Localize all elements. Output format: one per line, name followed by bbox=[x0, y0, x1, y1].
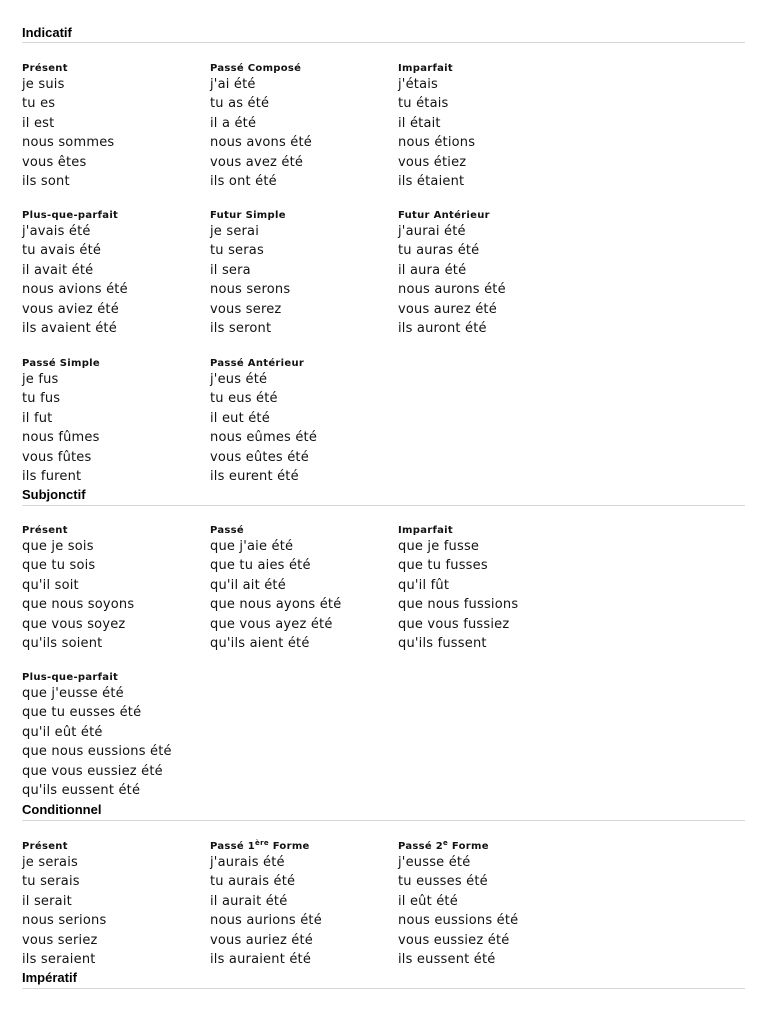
conjugation-form: il était bbox=[398, 115, 441, 131]
conjugation-form: vous étiez bbox=[398, 154, 467, 170]
tense-title: Plus-que-parfait bbox=[22, 210, 119, 221]
tense-indicatif-plus-que-parfait bbox=[22, 210, 207, 338]
mood-title-indicatif: Indicatif bbox=[22, 25, 72, 40]
tense-conditionnel-passe-1 bbox=[210, 841, 395, 969]
tense-title-superscript: e bbox=[443, 839, 449, 847]
conjugation-form: tu eus été bbox=[210, 391, 278, 407]
tense-indicatif-passe-anterieur bbox=[210, 358, 395, 486]
conjugation-form: qu'il ait été bbox=[210, 577, 286, 593]
tense-subjonctif-imparfait bbox=[398, 525, 583, 653]
tense-title: Présent bbox=[22, 525, 68, 536]
conjugation-form: ils étaient bbox=[398, 173, 465, 189]
conjugation-form: qu'ils soient bbox=[22, 635, 103, 651]
conjugation-form: nous étions bbox=[398, 135, 476, 151]
conjugation-form: nous eûmes été bbox=[210, 430, 318, 446]
tense-title: Passé bbox=[210, 525, 244, 536]
tense-title: Futur Antérieur bbox=[398, 210, 490, 221]
conjugation-form: ils auront été bbox=[398, 320, 487, 336]
mood-title-imperatif: Impératif bbox=[22, 970, 77, 985]
conjugation-list bbox=[210, 537, 395, 653]
conjugation-list bbox=[22, 853, 207, 969]
tense-indicatif-passe-compose bbox=[210, 63, 395, 191]
conjugation-form: que vous soyez bbox=[22, 616, 126, 632]
tense-indicatif-imparfait bbox=[398, 63, 583, 191]
tense-title-prefix: Passé 2 bbox=[398, 841, 444, 852]
conjugation-list bbox=[22, 370, 207, 486]
conjugation-form: vous auriez été bbox=[210, 932, 314, 948]
tense-conditionnel-passe-2 bbox=[398, 841, 583, 969]
tense-title: Imparfait bbox=[398, 525, 453, 536]
tense-subjonctif-present bbox=[22, 525, 207, 653]
conjugation-list bbox=[22, 222, 207, 338]
conjugation-form: vous eûtes été bbox=[210, 449, 309, 465]
conjugation-list bbox=[210, 75, 395, 191]
conjugation-form: nous avons été bbox=[210, 135, 312, 151]
conjugation-list bbox=[22, 684, 207, 800]
conjugation-form: ils sont bbox=[22, 173, 70, 189]
conjugation-form: nous eussions été bbox=[398, 913, 519, 929]
conjugation-form: que j'eusse été bbox=[22, 686, 124, 701]
conjugation-form: il est bbox=[22, 115, 55, 131]
tense-title: Futur Simple bbox=[210, 210, 286, 221]
conjugation-form: je serais bbox=[22, 855, 79, 870]
conjugation-form: il fut bbox=[22, 410, 53, 426]
conjugation-form: ils avaient été bbox=[22, 320, 117, 336]
tense-title: Passé Simple bbox=[22, 358, 100, 369]
conjugation-form: il aura été bbox=[398, 262, 467, 278]
conjugation-form: que nous fussions bbox=[398, 597, 519, 613]
tense-title: Passé Antérieur bbox=[210, 358, 305, 369]
tense-title bbox=[398, 841, 583, 853]
conjugation-form: que j'aie été bbox=[210, 539, 294, 554]
tense-title-prefix: Passé 1 bbox=[210, 841, 256, 852]
conjugation-form: vous êtes bbox=[22, 154, 87, 170]
conjugation-form: il eut été bbox=[210, 410, 270, 426]
conjugation-form: j'ai été bbox=[210, 77, 256, 92]
section-divider bbox=[22, 505, 745, 506]
conjugation-form: tu étais bbox=[398, 96, 449, 112]
section-divider bbox=[22, 42, 745, 43]
tense-title: Imparfait bbox=[398, 63, 453, 74]
conjugation-list bbox=[398, 537, 583, 653]
conjugation-form: que vous ayez été bbox=[210, 616, 333, 632]
section-divider bbox=[22, 988, 745, 989]
conjugation-form: nous fûmes bbox=[22, 430, 100, 446]
tense-indicatif-passe-simple bbox=[22, 358, 207, 486]
conjugation-form: qu'ils fussent bbox=[398, 635, 487, 651]
tense-subjonctif-passe bbox=[210, 525, 395, 653]
conjugation-form: vous eussiez été bbox=[398, 932, 510, 948]
conjugation-form: ils seront bbox=[210, 320, 272, 336]
conjugation-form: tu seras bbox=[210, 243, 264, 259]
conjugation-list bbox=[398, 853, 583, 969]
tense-indicatif-futur-anterieur bbox=[398, 210, 583, 338]
tense-subjonctif-plus-que-parfait bbox=[22, 672, 207, 800]
conjugation-form: tu aurais été bbox=[210, 874, 296, 890]
tense-title-superscript: ère bbox=[255, 839, 269, 847]
tense-title bbox=[210, 841, 395, 853]
conjugation-form: tu fus bbox=[22, 391, 61, 407]
conjugation-form: il aurait été bbox=[210, 893, 288, 909]
conjugation-form: que vous fussiez bbox=[398, 616, 510, 632]
conjugation-list bbox=[398, 75, 583, 191]
conjugation-list bbox=[210, 222, 395, 338]
conjugation-form: vous avez été bbox=[210, 154, 304, 170]
conjugation-form: vous aurez été bbox=[398, 301, 497, 317]
conjugation-form: que tu eusses été bbox=[22, 705, 142, 721]
conjugation-form: qu'ils aient été bbox=[210, 635, 310, 651]
conjugation-form: qu'il fût bbox=[398, 577, 450, 593]
tense-title: Présent bbox=[22, 841, 68, 852]
conjugation-form: qu'ils eussent été bbox=[22, 782, 141, 798]
conjugation-form: ils seraient bbox=[22, 951, 96, 967]
conjugation-form: tu avais été bbox=[22, 243, 102, 259]
conjugation-form: que vous eussiez été bbox=[22, 763, 163, 779]
conjugation-form: tu eusses été bbox=[398, 874, 488, 890]
conjugation-form: ils furent bbox=[22, 468, 82, 484]
conjugation-form: qu'il eût été bbox=[22, 724, 103, 740]
conjugation-form: que tu fusses bbox=[398, 558, 488, 574]
conjugation-form: nous aurons été bbox=[398, 282, 506, 298]
conjugation-form: il a été bbox=[210, 115, 257, 131]
conjugation-form: nous aurions été bbox=[210, 913, 322, 929]
mood-title-conditionnel: Conditionnel bbox=[22, 802, 102, 817]
conjugation-form: il eût été bbox=[398, 893, 458, 909]
conjugation-form: il serait bbox=[22, 893, 72, 909]
conjugation-list bbox=[22, 75, 207, 191]
conjugation-form: que tu sois bbox=[22, 558, 96, 574]
mood-title-subjonctif: Subjonctif bbox=[22, 487, 86, 502]
tense-title-suffix: Forme bbox=[448, 841, 489, 852]
conjugation-form: tu auras été bbox=[398, 243, 480, 259]
tense-title-suffix: Forme bbox=[268, 841, 310, 852]
conjugation-form: vous fûtes bbox=[22, 449, 92, 465]
conjugation-form: j'aurai été bbox=[398, 224, 466, 239]
conjugation-form: nous serons bbox=[210, 282, 291, 298]
tense-indicatif-present bbox=[22, 63, 207, 191]
conjugation-form: tu serais bbox=[22, 874, 80, 890]
conjugation-form: tu as été bbox=[210, 96, 270, 112]
conjugation-form: vous seriez bbox=[22, 932, 98, 948]
conjugation-form: nous sommes bbox=[22, 135, 115, 151]
tense-title: Plus-que-parfait bbox=[22, 672, 119, 683]
conjugation-form: que nous ayons été bbox=[210, 597, 342, 613]
conjugation-form: j'aurais été bbox=[210, 855, 285, 870]
conjugation-form: vous aviez été bbox=[22, 301, 119, 317]
conjugation-form: ils eurent été bbox=[210, 468, 299, 484]
conjugation-list bbox=[398, 222, 583, 338]
tense-title: Passé Composé bbox=[210, 63, 302, 74]
conjugation-form: que nous eussions été bbox=[22, 744, 172, 760]
conjugation-form: tu es bbox=[22, 96, 56, 112]
conjugation-form: ils eussent été bbox=[398, 951, 496, 967]
conjugation-form: il avait été bbox=[22, 262, 94, 278]
conjugation-form: ils ont été bbox=[210, 173, 277, 189]
conjugation-form: j'eus été bbox=[210, 372, 268, 387]
tense-indicatif-futur-simple bbox=[210, 210, 395, 338]
conjugation-form: que je fusse bbox=[398, 539, 480, 554]
conjugation-form: j'eusse été bbox=[398, 855, 471, 870]
conjugation-form: je suis bbox=[22, 77, 65, 92]
conjugation-form: qu'il soit bbox=[22, 577, 79, 593]
conjugation-form: que tu aies été bbox=[210, 558, 311, 574]
conjugation-form: nous avions été bbox=[22, 282, 128, 298]
conjugation-list bbox=[210, 370, 395, 486]
conjugation-form: j'étais bbox=[398, 77, 439, 92]
tense-conditionnel-present bbox=[22, 841, 207, 969]
conjugation-form: je serai bbox=[210, 224, 260, 239]
conjugation-form: j'avais été bbox=[22, 224, 91, 239]
conjugation-form: nous serions bbox=[22, 913, 107, 929]
conjugation-list bbox=[22, 537, 207, 653]
conjugation-form: que nous soyons bbox=[22, 597, 135, 613]
conjugation-list bbox=[210, 853, 395, 969]
conjugation-form: je fus bbox=[22, 372, 59, 387]
tense-title: Présent bbox=[22, 63, 68, 74]
conjugation-form: il sera bbox=[210, 262, 251, 278]
conjugation-form: que je sois bbox=[22, 539, 94, 554]
section-divider bbox=[22, 820, 745, 821]
conjugation-form: vous serez bbox=[210, 301, 282, 317]
conjugation-form: ils auraient été bbox=[210, 951, 312, 967]
